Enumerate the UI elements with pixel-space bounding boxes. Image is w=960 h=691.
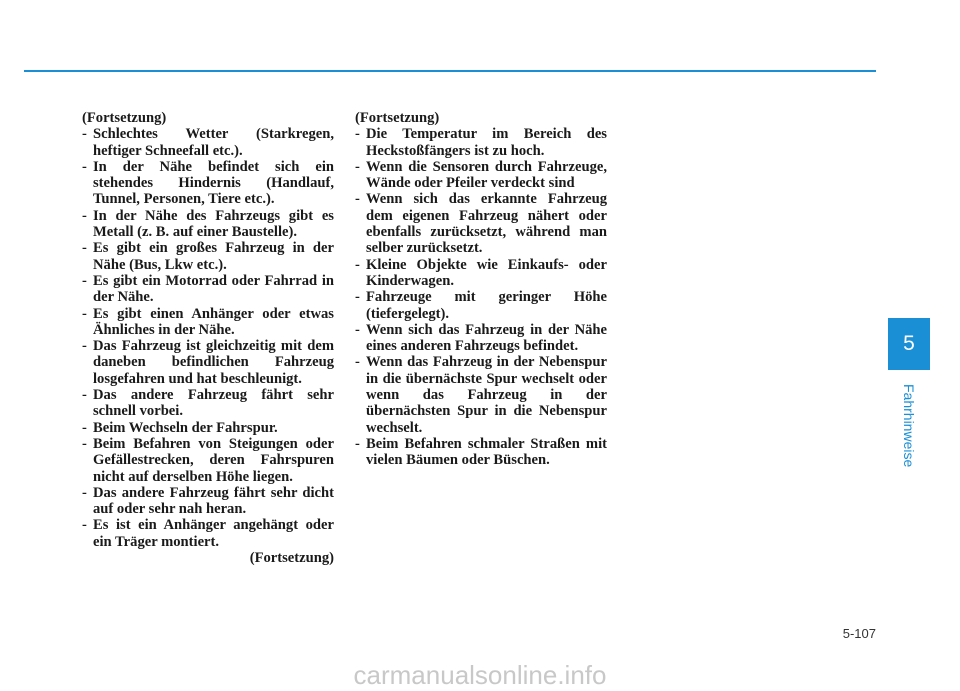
- list-item: - Die Temperatur im Bereich des Heckstoßfängers ist zu hoch.: [355, 126, 607, 159]
- bullet-list: [355, 126, 607, 468]
- list-item: - Wenn sich das Fahrzeug in der Nähe eines anderen Fahrzeugs befindet.: [355, 322, 607, 355]
- right-column: [355, 110, 607, 469]
- list-item: - Fahrzeuge mit geringer Höhe (tiefergelegt).: [355, 289, 607, 322]
- list-item: - Beim Befahren von Steigungen oder Gefällestrecken, deren Fahrspuren nicht auf derselben Höhe liegen.: [82, 436, 334, 485]
- list-item: - In der Nähe befindet sich ein stehendes Hindernis (Handlauf, Tunnel, Personen, Tiere etc.).: [82, 159, 334, 208]
- continuation-end: (Fortsetzung): [249, 550, 334, 567]
- list-item: - Schlechtes Wetter (Starkregen, heftiger Schneefall etc.).: [82, 126, 334, 159]
- list-item: - In der Nähe des Fahrzeugs gibt es Metall (z. B. auf einer Baustelle).: [82, 208, 334, 241]
- list-item: - Wenn sich das erkannte Fahrzeug dem eigenen Fahrzeug nähert oder ebenfalls zurücksetzt, während man selber zurücksetzt.: [355, 191, 607, 256]
- left-column: [82, 110, 334, 566]
- list-item: - Es gibt ein großes Fahrzeug in der Nähe (Bus, Lkw etc.).: [82, 240, 334, 273]
- list-item: - Das andere Fahrzeug fährt sehr schnell vorbei.: [82, 387, 334, 420]
- list-item: - Es gibt ein Motorrad oder Fahrrad in der Nähe.: [82, 273, 334, 306]
- list-item: - Kleine Objekte wie Einkaufs- oder Kinderwagen.: [355, 257, 607, 290]
- list-item: - Es gibt einen Anhänger oder etwas Ähnliches in der Nähe.: [82, 306, 334, 339]
- watermark: carmanualsonline.info: [353, 660, 607, 690]
- page-number: 5-107: [842, 626, 876, 641]
- list-item: - Wenn das Fahrzeug in der Nebenspur in die übernächste Spur wechselt oder wenn das Fahrzeug in der übernächsten Spur in die Nebenspur wechselt.: [355, 354, 607, 435]
- list-item: - Es ist ein Anhänger angehängt oder ein Träger montiert.: [82, 517, 334, 550]
- list-item: - Beim Befahren schmaler Straßen mit vielen Bäumen oder Büschen.: [355, 436, 607, 469]
- header-rule: [24, 70, 876, 72]
- continuation-start: (Fortsetzung): [82, 110, 167, 126]
- list-item: - Wenn die Sensoren durch Fahrzeuge, Wände oder Pfeiler verdeckt sind: [355, 159, 607, 192]
- chapter-tab: [888, 318, 930, 370]
- list-item: - Das Fahrzeug ist gleichzeitig mit dem daneben befindlichen Fahrzeug losgefahren und hat beschleunigt.: [82, 338, 334, 387]
- list-item: - Das andere Fahrzeug fährt sehr dicht auf oder sehr nah heran.: [82, 485, 334, 518]
- chapter-number: 5: [903, 332, 915, 355]
- bullet-list: [82, 126, 334, 550]
- chapter-label: Fahrhinweise: [901, 384, 917, 468]
- list-item: - Beim Wechseln der Fahrspur.: [82, 420, 334, 436]
- continuation-start: (Fortsetzung): [355, 110, 440, 126]
